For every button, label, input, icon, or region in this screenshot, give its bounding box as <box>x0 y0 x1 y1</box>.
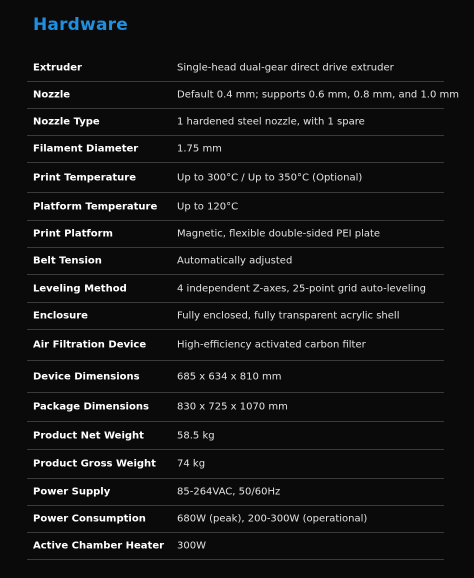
spec-row-air-filtration <box>27 330 444 361</box>
spec-value: 680W (peak), 200-300W (operational) <box>177 513 368 525</box>
spec-row-leveling-method <box>27 275 444 303</box>
spec-label: Print Platform <box>33 228 113 240</box>
spec-value: Magnetic, flexible double-sided PEI plate <box>177 228 381 240</box>
spec-label: Leveling Method <box>33 283 127 294</box>
spec-row-device-dimensions <box>27 361 444 393</box>
spec-label: Product Net Weight <box>33 430 144 441</box>
spec-row-enclosure <box>27 303 444 330</box>
spec-value: 58.5 kg <box>177 430 215 441</box>
spec-label: Belt Tension <box>33 255 102 267</box>
spec-row-platform-temperature <box>27 193 444 221</box>
spec-row-filament-diameter <box>27 136 444 163</box>
spec-value: 830 x 725 x 1070 mm <box>177 401 288 413</box>
spec-row-nozzle <box>27 82 460 109</box>
spec-label: Product Gross Weight <box>33 458 156 470</box>
spec-value: 685 x 634 x 810 mm <box>177 371 282 382</box>
spec-label: Air Filtration Device <box>33 339 147 351</box>
spec-value: Up to 300°C / Up to 350°C (Optional) <box>177 172 363 183</box>
spec-value: 85-264VAC, 50/60Hz <box>177 486 281 498</box>
spec-row-net-weight <box>27 422 444 450</box>
spec-value: 4 independent Z-axes, 25-point grid auto-leveling <box>177 283 426 294</box>
spec-value: Up to 120°C <box>177 201 239 212</box>
spec-label: Platform Temperature <box>33 201 158 212</box>
spec-label: Active Chamber Heater <box>33 540 165 552</box>
spec-value: 74 kg <box>177 458 206 470</box>
spec-row-power-consumption <box>27 506 444 533</box>
spec-value: Single-head dual-gear direct drive extruder <box>177 62 394 74</box>
spec-value: 1 hardened steel nozzle, with 1 spare <box>177 116 365 128</box>
spec-value: Automatically adjusted <box>177 255 293 267</box>
spec-label: Nozzle <box>33 89 71 101</box>
spec-value: Default 0.4 mm; supports 0.6 mm, 0.8 mm, and 1.0 mm <box>177 89 460 101</box>
spec-row-belt-tension <box>27 248 444 275</box>
spec-row-gross-weight <box>27 450 444 479</box>
spec-row-print-temperature <box>27 163 444 193</box>
spec-label: Device Dimensions <box>33 371 140 382</box>
spec-label: Extruder <box>33 62 82 74</box>
spec-label: Power Consumption <box>33 513 146 525</box>
spec-table <box>27 55 460 560</box>
spec-row-power-supply <box>27 479 444 506</box>
spec-label: Enclosure <box>33 310 88 322</box>
spec-label: Nozzle Type <box>33 116 100 128</box>
spec-row-chamber-heater <box>27 533 444 560</box>
spec-row-print-platform <box>27 221 444 248</box>
section-title: Hardware <box>33 15 128 35</box>
spec-label: Power Supply <box>33 486 111 498</box>
spec-label: Filament Diameter <box>33 143 139 155</box>
spec-value: Fully enclosed, fully transparent acrylic shell <box>177 310 400 322</box>
spec-value: High-efficiency activated carbon filter <box>177 339 366 351</box>
spec-row-nozzle-type <box>27 109 444 136</box>
spec-row-extruder <box>27 55 444 82</box>
spec-row-package-dimensions <box>27 393 444 422</box>
spec-label: Print Temperature <box>33 172 136 183</box>
spec-value: 1.75 mm <box>177 143 222 155</box>
spec-value: 300W <box>177 540 206 552</box>
spec-label: Package Dimensions <box>33 401 149 413</box>
